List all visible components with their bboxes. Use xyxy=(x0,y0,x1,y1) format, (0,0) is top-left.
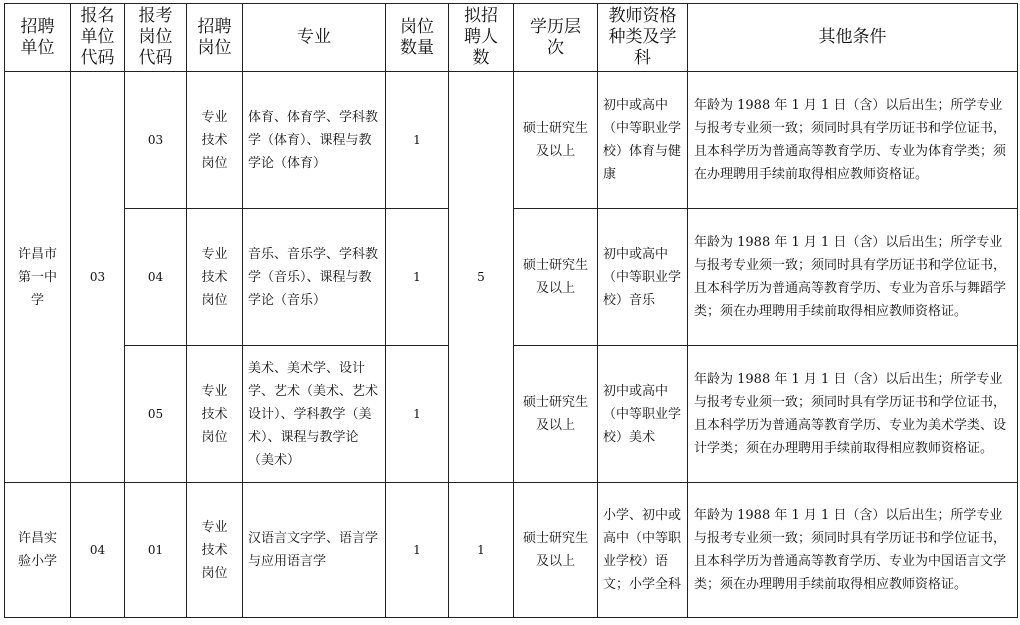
education: 硕士研究生及以上 xyxy=(514,483,598,618)
teacher-cert: 小学、初中或高中（中等职业学校）语文；小学全科 xyxy=(598,483,688,618)
post-code: 03 xyxy=(125,72,187,209)
table-row xyxy=(5,483,1018,618)
unit-name: 许昌实验小学 xyxy=(5,483,71,618)
education: 硕士研究生及以上 xyxy=(514,72,598,209)
teacher-cert: 初中或高中（中等职业学校）体育与健康 xyxy=(598,72,688,209)
major: 汉语言文字学、语言学与应用语言学 xyxy=(243,483,386,618)
post-count: 1 xyxy=(386,483,449,618)
post-count: 1 xyxy=(386,72,449,209)
major: 美术、美术学、设计学、艺术（美术、艺术设计）、学科教学（美术）、课程与教学论（美术） xyxy=(243,346,386,483)
post-count: 1 xyxy=(386,346,449,483)
header-education: 学历层次 xyxy=(514,4,598,72)
recruitment-table xyxy=(4,3,1018,618)
post-code: 05 xyxy=(125,346,187,483)
header-row xyxy=(5,4,1018,72)
teacher-cert: 初中或高中（中等职业学校）美术 xyxy=(598,346,688,483)
header-unit: 招聘单位 xyxy=(5,4,71,72)
post-name: 专业技术岗位 xyxy=(187,72,243,209)
planned-count: 5 xyxy=(449,72,514,483)
unit-code: 03 xyxy=(71,72,125,483)
post-name: 专业技术岗位 xyxy=(187,483,243,618)
unit-code: 04 xyxy=(71,483,125,618)
header-post: 招聘岗位 xyxy=(187,4,243,72)
major: 音乐、音乐学、学科教学（音乐）、课程与教学论（音乐） xyxy=(243,209,386,346)
post-code: 04 xyxy=(125,209,187,346)
other-conditions: 年龄为 1988 年 1 月 1 日（含）以后出生；所学专业与报考专业须一致；须同时具有学历证书和学位证书，且本科学历为普通高等教育学历、专业为中国语言文学类；须在办理聘用手续前取得相应教师资格证。 xyxy=(688,483,1018,618)
post-name: 专业技术岗位 xyxy=(187,209,243,346)
other-conditions: 年龄为 1988 年 1 月 1 日（含）以后出生；所学专业与报考专业须一致；须同时具有学历证书和学位证书，且本科学历为普通高等教育学历、专业为音乐与舞蹈学类；须在办理聘用手续前取得相应教师资格证。 xyxy=(688,209,1018,346)
unit-name: 许昌市第一中学 xyxy=(5,72,71,483)
education: 硕士研究生及以上 xyxy=(514,209,598,346)
header-unit-code: 报名单位代码 xyxy=(71,4,125,72)
table-row xyxy=(5,72,1018,209)
other-conditions: 年龄为 1988 年 1 月 1 日（含）以后出生；所学专业与报考专业须一致；须同时具有学历证书和学位证书，且本科学历为普通高等教育学历、专业为体育学类；须在办理聘用手续前取得相应教师资格证。 xyxy=(688,72,1018,209)
post-name: 专业技术岗位 xyxy=(187,346,243,483)
education: 硕士研究生及以上 xyxy=(514,346,598,483)
post-code: 01 xyxy=(125,483,187,618)
post-count: 1 xyxy=(386,209,449,346)
header-cert: 教师资格种类及学科 xyxy=(598,4,688,72)
teacher-cert: 初中或高中（中等职业学校）音乐 xyxy=(598,209,688,346)
other-conditions: 年龄为 1988 年 1 月 1 日（含）以后出生；所学专业与报考专业须一致；须同时具有学历证书和学位证书，且本科学历为普通高等教育学历、专业为美术学类、设计学类；须在办理聘用手续前取得相应教师资格证。 xyxy=(688,346,1018,483)
header-planned: 拟招聘人数 xyxy=(449,4,514,72)
header-count: 岗位数量 xyxy=(386,4,449,72)
header-major: 专业 xyxy=(243,4,386,72)
planned-count: 1 xyxy=(449,483,514,618)
header-post-code: 报考岗位代码 xyxy=(125,4,187,72)
header-other: 其他条件 xyxy=(688,4,1018,72)
major: 体育、体育学、学科教学（体育）、课程与教学论（体育） xyxy=(243,72,386,209)
